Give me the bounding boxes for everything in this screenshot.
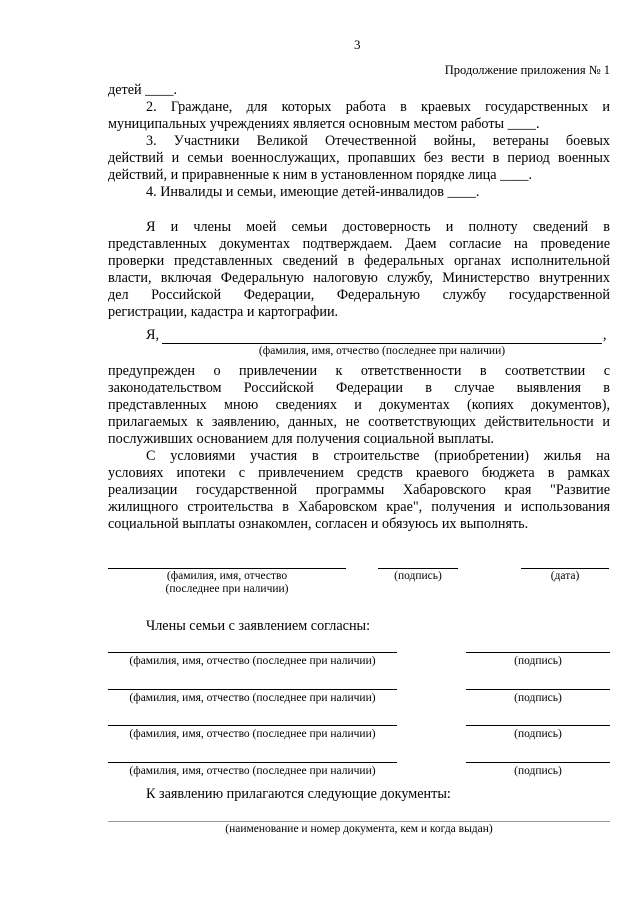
continuation-note: Продолжение приложения № 1: [444, 63, 610, 77]
family-member-name-caption: (фамилия, имя, отчество (последнее при наличии): [129, 765, 376, 777]
category-item-4: 4. Инвалиды и семьи, имеющие детей-инвалидов ____.: [146, 184, 480, 200]
category-item-3-line-2: действий и семьи военнослужащих, пропавших без вести в период военных: [108, 150, 610, 166]
applicant-name-caption-1: (фамилия, имя, отчество: [166, 570, 288, 582]
applicant-date-caption: (дата): [550, 570, 580, 582]
documents-heading: К заявлению прилагаются следующие документы:: [146, 786, 451, 802]
warning-line-3: представленных мною сведениях и документах (копиях документов),: [108, 397, 610, 413]
family-member-signature-field[interactable]: [466, 725, 610, 726]
applicant-name-caption-2: (последнее при наличии): [165, 583, 289, 595]
warning-line-4: прилагаемых к заявлению, данных, не соответствующих действительности и: [108, 414, 610, 430]
declarant-name-field[interactable]: [162, 343, 602, 344]
declarant-suffix: ,: [603, 327, 607, 343]
consent-line-3: проверки представленных сведений в федеральных органах исполнительной: [108, 253, 610, 269]
consent-line-1: Я и члены моей семьи достоверность и полноту сведений в: [146, 219, 610, 235]
consent-line-2: представленных документах подтверждаем. Даем согласие на проведение: [108, 236, 610, 252]
applicant-name-field[interactable]: [108, 568, 346, 569]
family-member-signature-caption: (подпись): [514, 728, 562, 740]
page-number: 3: [354, 37, 361, 52]
applicant-date-field[interactable]: [521, 568, 609, 569]
consent-line-5: дел Российской Федерации, Федеральную службу государственной: [108, 287, 610, 303]
family-heading: Члены семьи с заявлением согласны:: [146, 618, 371, 634]
category-item-3-line-3: действий, и приравненные к ним в установленном порядке лица ____.: [108, 167, 533, 183]
family-member-signature-field[interactable]: [466, 762, 610, 763]
applicant-signature-field[interactable]: [378, 568, 458, 569]
family-member-name-field[interactable]: [108, 652, 397, 653]
warning-line-1: предупрежден о привлечении к ответственности в соответствии с: [108, 363, 610, 379]
family-member-name-caption: (фамилия, имя, отчество (последнее при наличии): [129, 692, 376, 704]
family-member-signature-caption: (подпись): [514, 765, 562, 777]
family-member-name-field[interactable]: [108, 762, 397, 763]
family-member-name-caption: (фамилия, имя, отчество (последнее при наличии): [129, 655, 376, 667]
family-member-signature-caption: (подпись): [514, 692, 562, 704]
category-tail: детей ____.: [108, 82, 178, 98]
family-member-name-caption: (фамилия, имя, отчество (последнее при наличии): [129, 728, 376, 740]
applicant-signature-caption: (подпись): [394, 570, 442, 582]
declarant-prefix: Я,: [146, 327, 160, 343]
consent-line-6: регистрации, кадастра и картографии.: [108, 304, 339, 320]
conditions-line-4: жилищного строительства в Хабаровском крае", получения и использования: [108, 499, 610, 515]
conditions-line-5: социальной выплаты ознакомлен, согласен и обязуюсь их выполнять.: [108, 516, 529, 532]
family-member-name-field[interactable]: [108, 689, 397, 690]
conditions-line-2: условиях ипотеки с привлечением средств краевого бюджета в рамках: [108, 465, 610, 481]
category-item-2-line-1: 2. Граждане, для которых работа в краевых государственных и: [146, 99, 610, 115]
conditions-line-1: С условиями участия в строительстве (приобретении) жилья на: [146, 448, 610, 464]
family-member-signature-field[interactable]: [466, 652, 610, 653]
consent-line-4: власти, включая Федеральную налоговую службу, Министерство внутренних: [108, 270, 610, 286]
family-member-signature-caption: (подпись): [514, 655, 562, 667]
warning-line-5: послуживших основанием для получения социальной выплаты.: [108, 431, 495, 447]
category-item-3-line-1: 3. Участники Великой Отечественной войны, ветераны боевых: [146, 133, 610, 149]
family-member-name-field[interactable]: [108, 725, 397, 726]
documents-caption: (наименование и номер документа, кем и когда выдан): [225, 823, 493, 835]
family-member-signature-field[interactable]: [466, 689, 610, 690]
warning-line-2: законодательством Российской Федерации в случае выявления в: [108, 380, 610, 396]
declarant-caption: (фамилия, имя, отчество (последнее при наличии): [258, 345, 506, 357]
category-item-2-line-2: муниципальных учреждениях является основным местом работы ____.: [108, 116, 540, 132]
conditions-line-3: реализации государственной программы Хабаровского края "Развитие: [108, 482, 610, 498]
documents-field[interactable]: [108, 821, 610, 822]
